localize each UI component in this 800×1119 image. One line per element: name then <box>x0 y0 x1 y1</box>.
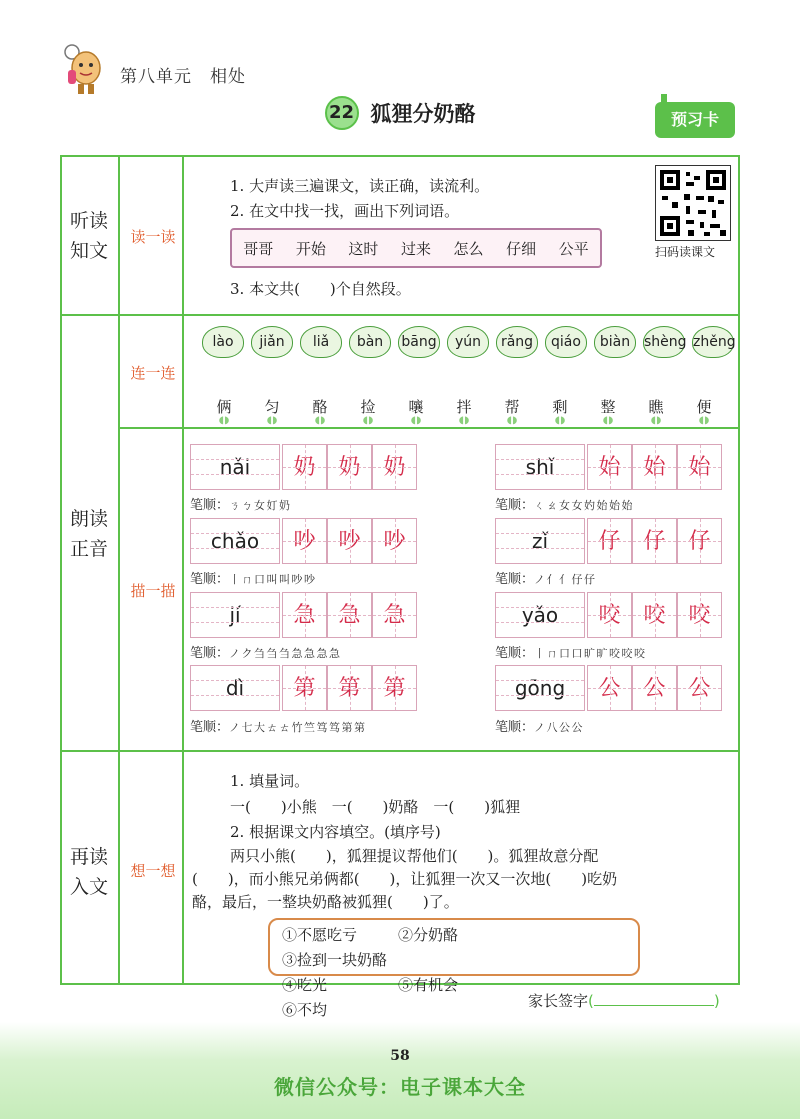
hanzi-item[interactable]: 酪 <box>312 398 328 416</box>
hanzi-item[interactable]: 匀 <box>264 398 280 416</box>
pinyin-bud[interactable]: lào <box>202 326 244 358</box>
leaf-icon: ◖◗ <box>362 415 374 426</box>
stroke-order-label: 笔顺： <box>190 572 230 587</box>
measure-word-blanks[interactable]: 一( )小熊 一( )奶酪 一( )狐狸 <box>230 798 521 816</box>
option-item: ⑤有机会 <box>398 976 459 994</box>
signature-paren-open: ( <box>588 992 594 1010</box>
subsection-read: 读一读 <box>130 228 176 246</box>
hanzi-item[interactable]: 俩 <box>216 398 232 416</box>
think-question-2: 2. 根据课文内容填空。(填序号) <box>230 823 441 841</box>
section-title-listen: 听读 知文 <box>69 210 108 262</box>
trace-char-box[interactable]: 奶 <box>282 444 327 490</box>
leaf-icon: ◖◗ <box>410 415 422 426</box>
pinyin-bud[interactable]: shèng <box>643 326 685 358</box>
pinyin-bud[interactable]: yún <box>447 326 489 358</box>
stroke-order-sequence: ノ 七 大 ㄊ ㄊ 竹 竺 笃 笃 第 第 <box>229 721 364 734</box>
stroke-order-line <box>190 568 314 587</box>
trace-char-box[interactable]: 奶 <box>327 444 372 490</box>
trace-char-box[interactable]: 吵 <box>327 518 372 564</box>
leaf-icon: ◖◗ <box>650 415 662 426</box>
read-instruction-3: 3. 本文共( )个自然段。 <box>230 280 411 298</box>
leaf-icon: ◖◗ <box>602 415 614 426</box>
leaf-icon: ◖◗ <box>506 415 518 426</box>
word-item: 怎么 <box>453 239 484 258</box>
word-item: 公平 <box>558 239 589 258</box>
stroke-order-sequence: ㄋ ㄅ 女 奵 奶 <box>229 499 290 512</box>
unit-title: 第八单元 相处 <box>120 67 246 87</box>
trace-pinyin-box: chǎo <box>190 518 280 564</box>
parent-signature[interactable] <box>528 990 720 1011</box>
pinyin-bud-row <box>202 326 734 358</box>
stroke-order-line <box>495 716 582 735</box>
stroke-order-sequence: ノ 八 公 公 <box>534 721 582 734</box>
word-item: 哥哥 <box>243 239 274 258</box>
pinyin-bud[interactable]: zhěng <box>692 326 734 358</box>
trace-char-box[interactable]: 公 <box>587 665 632 711</box>
stroke-order-label: 笔顺： <box>495 646 535 661</box>
stroke-order-sequence: 丨 ㄇ 口 叫 叫 吵 吵 <box>229 573 314 586</box>
mascot-illustration <box>60 42 108 98</box>
trace-char-box[interactable]: 第 <box>327 665 372 711</box>
pinyin-bud[interactable]: bāng <box>398 326 440 358</box>
stroke-order-label: 笔顺： <box>495 498 535 513</box>
stroke-order-line <box>495 568 594 587</box>
pinyin-bud[interactable]: jiǎn <box>251 326 293 358</box>
leaf-icon: ◖◗ <box>218 415 230 426</box>
stroke-order-line <box>495 494 632 513</box>
think-question-1: 1. 填量词。 <box>230 772 310 790</box>
trace-char-box[interactable]: 急 <box>372 592 417 638</box>
hanzi-item[interactable]: 便 <box>696 398 712 416</box>
word-item: 这时 <box>348 239 379 258</box>
stroke-order-label: 笔顺： <box>495 720 535 735</box>
read-instruction-1: 1. 大声读三遍课文，读正确，读流利。 <box>230 177 490 195</box>
pinyin-bud[interactable]: bàn <box>349 326 391 358</box>
trace-pinyin-box: gōng <box>495 665 585 711</box>
hanzi-item[interactable]: 捡 <box>360 398 376 416</box>
trace-pinyin-box: dì <box>190 665 280 711</box>
read-instruction-2: 2. 在文中找一找，画出下列词语。 <box>230 202 460 220</box>
pinyin-bud[interactable]: qiáo <box>545 326 587 358</box>
hanzi-item[interactable]: 瞧 <box>648 398 664 416</box>
trace-char-box[interactable]: 第 <box>372 665 417 711</box>
trace-char-box[interactable]: 公 <box>632 665 677 711</box>
subsection-think: 想一想 <box>130 862 176 880</box>
lesson-number-badge: 22 <box>325 96 359 130</box>
hanzi-item[interactable]: 嚷 <box>408 398 424 416</box>
trace-char-box[interactable]: 急 <box>282 592 327 638</box>
trace-char-box[interactable]: 始 <box>632 444 677 490</box>
hanzi-item[interactable]: 整 <box>600 398 616 416</box>
stroke-order-label: 笔顺： <box>495 572 535 587</box>
hanzi-item[interactable]: 帮 <box>504 398 520 416</box>
hanzi-item[interactable]: 剩 <box>552 398 568 416</box>
fill-paragraph-line[interactable]: 两只小熊( )，狐狸提议帮他们( )。狐狸故意分配 <box>230 847 599 865</box>
leaf-icon: ◖◗ <box>458 415 470 426</box>
stroke-order-sequence: 丨 ㄇ 口 口 旷 旷 咬 咬 咬 <box>534 647 644 660</box>
pinyin-bud[interactable]: rǎng <box>496 326 538 358</box>
stroke-order-line <box>190 642 339 661</box>
trace-pinyin-box: shǐ <box>495 444 585 490</box>
stroke-order-line <box>495 642 644 661</box>
word-item: 仔细 <box>506 239 537 258</box>
stroke-order-line <box>190 494 289 513</box>
hanzi-row <box>200 396 728 425</box>
trace-char-box[interactable]: 仔 <box>587 518 632 564</box>
trace-char-box[interactable]: 第 <box>282 665 327 711</box>
trace-char-box[interactable]: 始 <box>677 444 722 490</box>
word-item: 开始 <box>295 239 326 258</box>
lesson-title: 狐狸分奶酪 <box>370 102 476 126</box>
trace-char-box[interactable]: 急 <box>327 592 372 638</box>
signature-paren-close: ) <box>713 992 720 1010</box>
trace-pinyin-box: zǐ <box>495 518 585 564</box>
stroke-order-label: 笔顺： <box>190 720 230 735</box>
trace-pinyin-box: nǎi <box>190 444 280 490</box>
fill-paragraph-line[interactable]: 酪，最后，一整块奶酪被狐狸( )了。 <box>192 893 459 911</box>
trace-char-box[interactable]: 始 <box>587 444 632 490</box>
trace-char-box[interactable]: 奶 <box>372 444 417 490</box>
option-item: ②分奶酪 <box>398 926 459 944</box>
page-number: 58 <box>390 1048 410 1064</box>
subsection-connect: 连一连 <box>130 364 176 382</box>
stroke-order-sequence: ㄑ ㄠ 女 女 妁 始 始 始 <box>534 499 632 512</box>
trace-pinyin-box: jí <box>190 592 280 638</box>
option-item: ①不愿吃亏 <box>282 926 358 944</box>
signature-label: 家长签字 <box>528 992 589 1010</box>
word-item: 过来 <box>400 239 431 258</box>
subsection-trace: 描一描 <box>130 582 176 600</box>
qr-caption: 扫码读课文 <box>655 245 716 259</box>
trace-pinyin-box: yǎo <box>495 592 585 638</box>
section-title-pronounce: 朗读 正音 <box>69 508 108 560</box>
wechat-watermark: 微信公众号：电子课本大全 <box>274 1075 526 1099</box>
pinyin-bud[interactable]: biàn <box>594 326 636 358</box>
option-item: ⑥不均 <box>282 1001 328 1019</box>
pinyin-bud[interactable]: liǎ <box>300 326 342 358</box>
qr-code-icon[interactable] <box>655 165 731 241</box>
trace-char-box[interactable]: 咬 <box>677 592 722 638</box>
word-list-box <box>230 228 602 268</box>
trace-char-box[interactable]: 仔 <box>677 518 722 564</box>
stroke-order-line <box>190 716 364 735</box>
option-item: ③捡到一块奶酪 <box>282 951 388 969</box>
section-title-reread: 再读 入文 <box>69 846 108 898</box>
trace-char-box[interactable]: 吵 <box>282 518 327 564</box>
preview-card-tag: 预习卡 <box>655 102 735 138</box>
trace-char-box[interactable]: 咬 <box>587 592 632 638</box>
option-item: ④吃光 <box>282 976 328 994</box>
stroke-order-label: 笔顺： <box>190 498 230 513</box>
trace-char-box[interactable]: 吵 <box>372 518 417 564</box>
stroke-order-label: 笔顺： <box>190 646 230 661</box>
leaf-icon: ◖◗ <box>266 415 278 426</box>
trace-char-box[interactable]: 仔 <box>632 518 677 564</box>
stroke-order-sequence: ノ 亻 亻 仔 仔 <box>534 573 595 586</box>
fill-paragraph-line[interactable]: ( )，而小熊兄弟俩都( )，让狐狸一次又一次地( )吃奶 <box>192 870 618 888</box>
trace-char-box[interactable]: 公 <box>677 665 722 711</box>
leaf-icon: ◖◗ <box>698 415 710 426</box>
stroke-order-sequence: ノ ク 刍 刍 刍 急 急 急 急 <box>229 647 339 660</box>
leaf-icon: ◖◗ <box>314 415 326 426</box>
leaf-icon: ◖◗ <box>554 415 566 426</box>
trace-char-box[interactable]: 咬 <box>632 592 677 638</box>
hanzi-item[interactable]: 拌 <box>456 398 472 416</box>
